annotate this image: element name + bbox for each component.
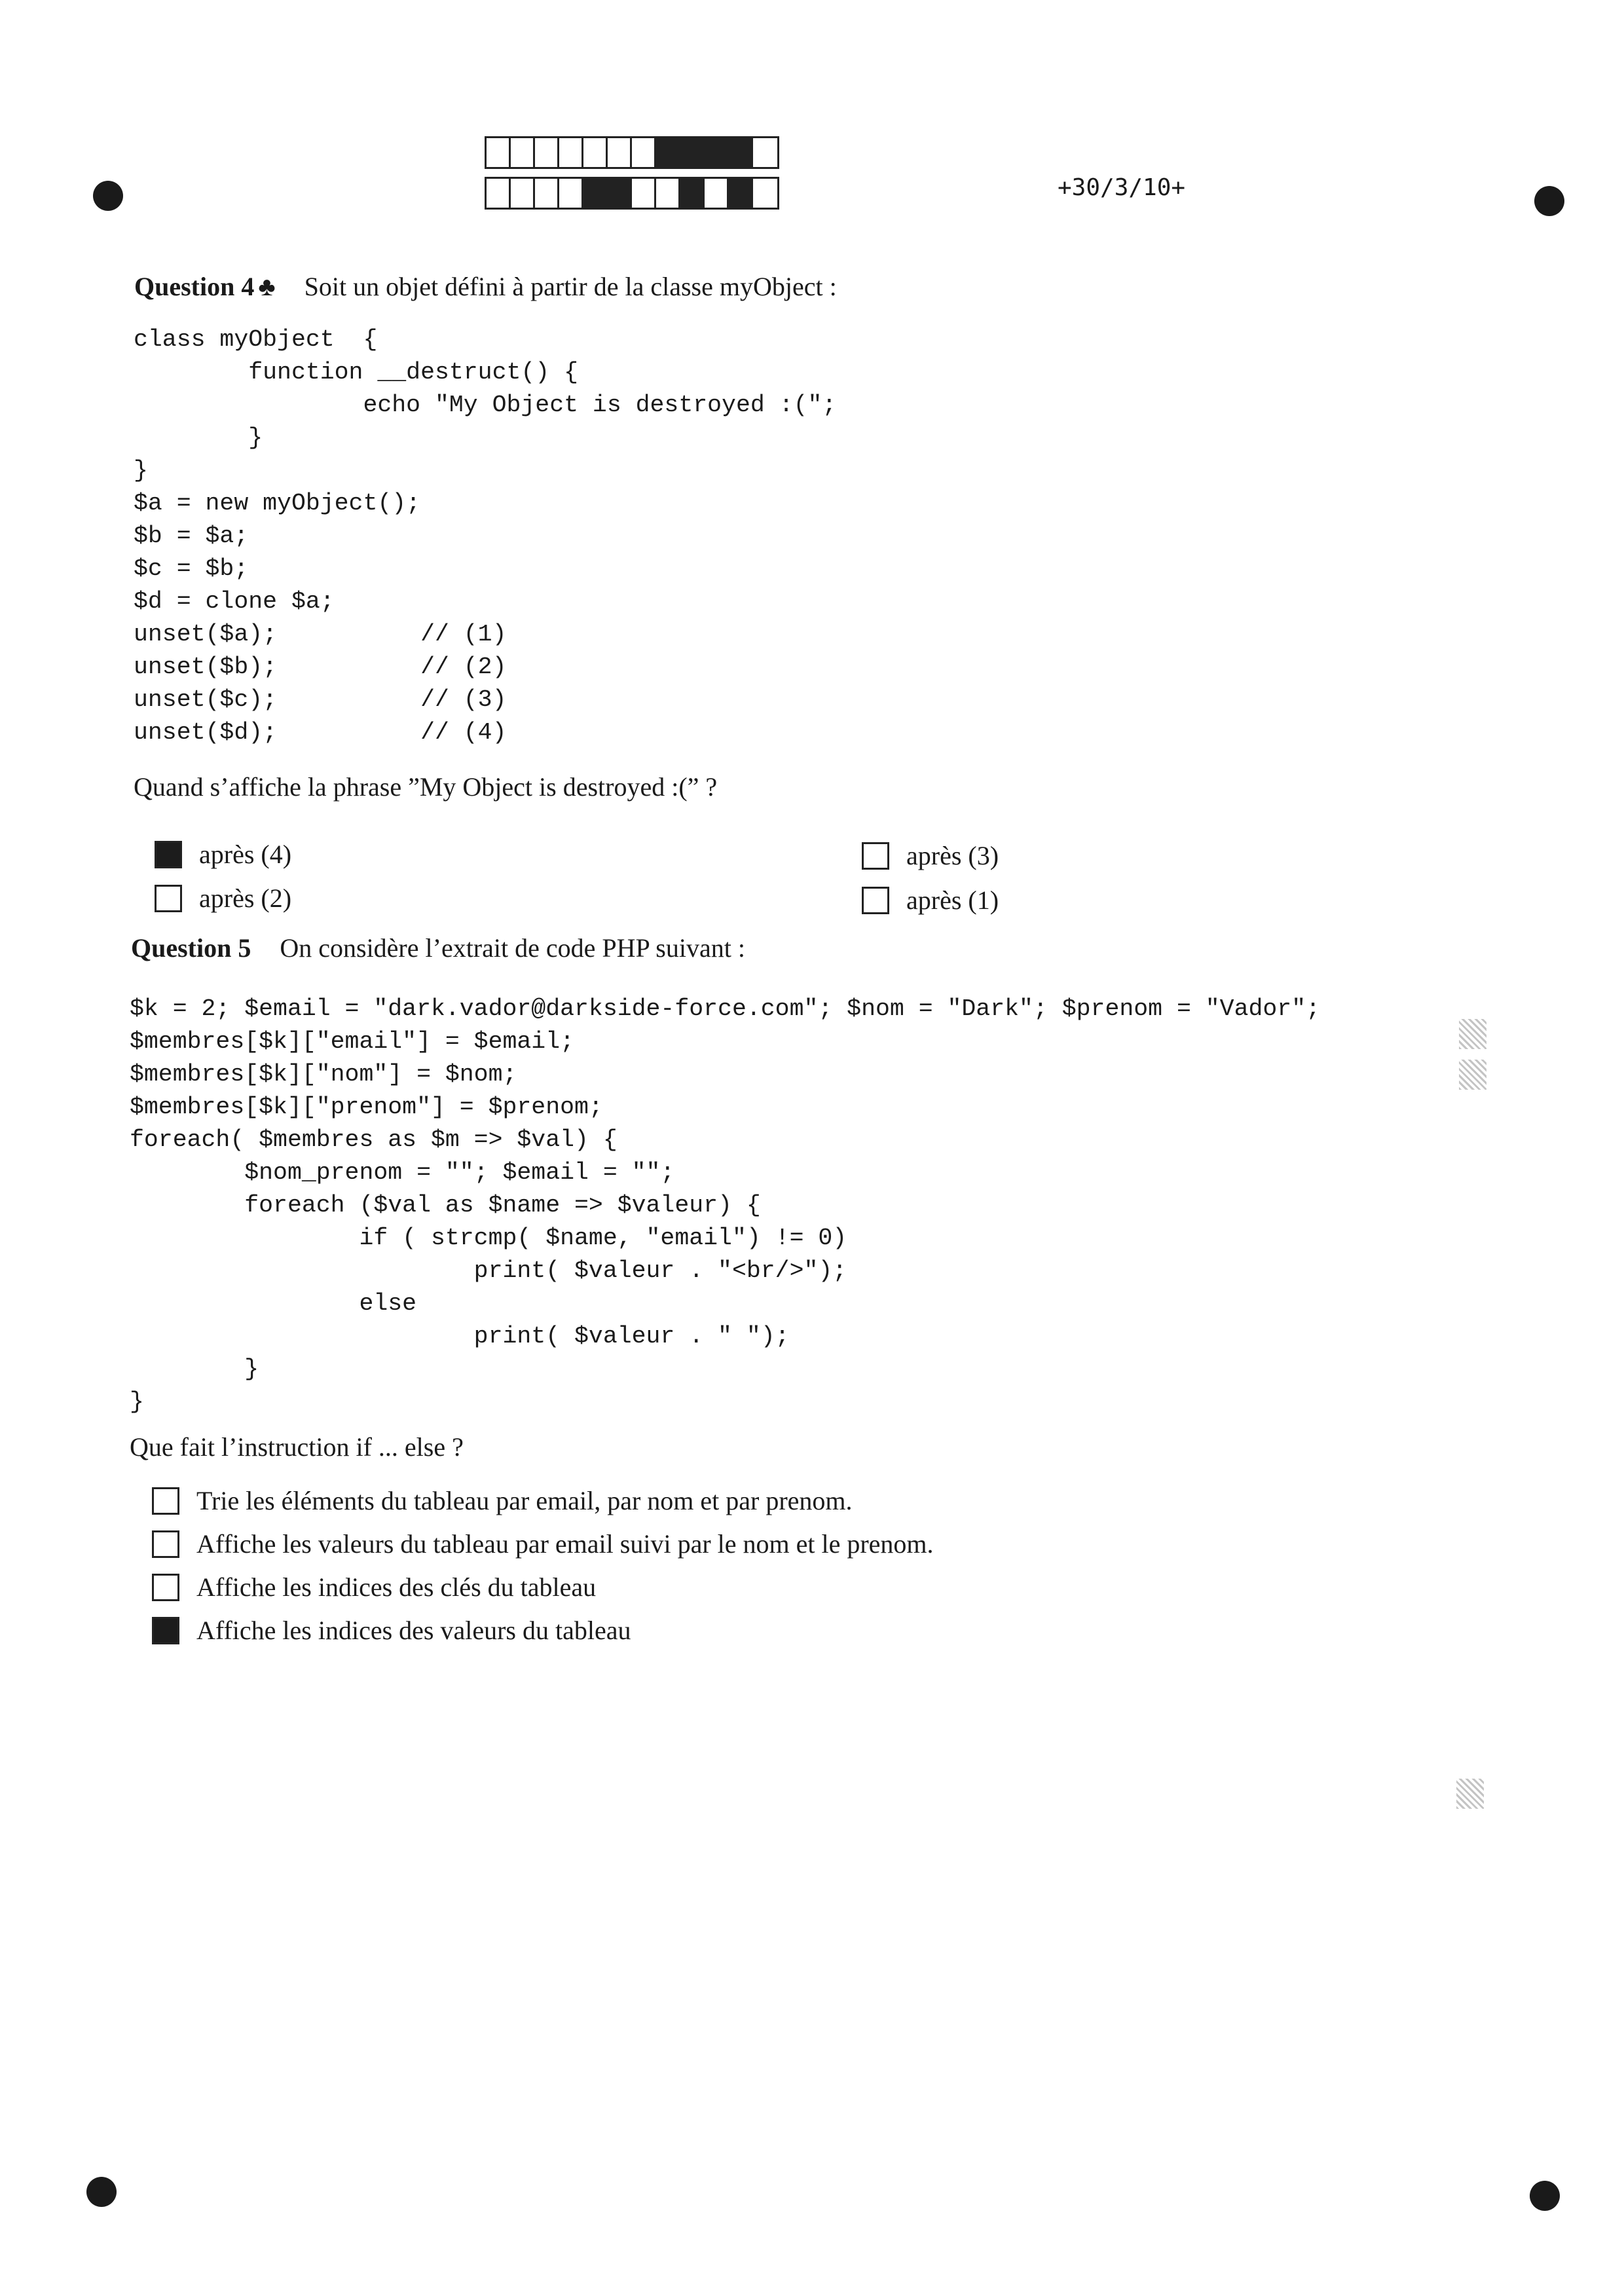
barcode-cell [535,179,559,208]
q4-option-1-checkbox[interactable] [155,841,182,868]
q4-option-3[interactable] [155,883,291,914]
q5-option-4-checkbox[interactable] [152,1617,179,1644]
question-5-code: $k = 2; $email = "dark.vador@darkside-force.com"; $nom = "Dark"; $prenom = "Vador"; $membres[$k]["email"] = $email; $membres[$k]["nom"] = $nom; $membres[$k]["prenom"] = $prenom; foreach( $membres as $m => $val) { $nom_prenom = ""; $email = ""; foreach ($val as $name => $valeur) { if ( strcmp( $name, "email") != 0) print( $valeur . "<br/>"); else print( $valeur . " "); } } [130,995,1320,1415]
q4-option-3-label: après (2) [199,883,292,913]
q5-option-2-label: Affiche les valeurs du tableau par email suivi par le nom et le prenom. [196,1529,934,1559]
barcode-cell [705,138,729,167]
barcode-cell [559,138,583,167]
q4-option-1[interactable] [155,839,291,870]
q4-option-4-checkbox[interactable] [862,887,889,914]
q4-option-4[interactable] [862,885,999,916]
barcode-cell [729,179,753,208]
question-4-code: class myObject { function __destruct() { echo "My Object is destroyed :("; } } $a = new myObject(); $b = $a; $c = $b; $d = clone $a; unset($a); // (1) unset($b); // (2) unset($c); // (3) unset($d); // (4) [134,326,837,746]
q5-option-4[interactable] [152,1615,631,1646]
question-4-question: Quand s’affiche la phrase ”My Object is destroyed :(” ? [134,772,718,802]
corner-mark-top-left [93,181,123,211]
barcode-cell [608,138,632,167]
barcode-cell [753,138,777,167]
barcode-cell [680,179,705,208]
question-4-header [134,271,837,302]
question-5-label: Question 5 [131,933,251,963]
q4-option-2-checkbox[interactable] [862,842,889,870]
corner-mark-bottom-left [86,2177,117,2207]
q5-option-2[interactable] [152,1528,934,1559]
corner-mark-top-right [1534,186,1564,216]
question-5-question: Que fait l’instruction if ... else ? [130,1432,464,1462]
barcode-cell [511,138,535,167]
q5-option-1[interactable] [152,1485,853,1516]
barcode-cell [559,179,583,208]
q5-option-1-checkbox[interactable] [152,1487,179,1515]
question-4-label: Question 4 [134,272,255,301]
q5-option-3-label: Affiche les indices des clés du tableau [196,1572,597,1602]
barcode-cell [487,138,511,167]
barcode-cell [632,138,656,167]
barcode-cell [705,179,729,208]
q4-option-1-label: après (4) [199,840,292,869]
page-barcode [485,136,779,217]
q5-option-2-checkbox[interactable] [152,1530,179,1558]
q4-option-2-label: après (3) [906,841,999,870]
page-id: +30/3/10+ [1058,174,1186,201]
q5-option-3[interactable] [152,1572,596,1602]
barcode-cell [535,138,559,167]
q4-option-4-label: après (1) [906,885,999,915]
barcode-row [485,136,779,169]
question-5-header [131,933,745,963]
barcode-cell [608,179,632,208]
barcode-cell [656,179,680,208]
q4-option-2[interactable] [862,840,999,871]
club-icon: ♣ [258,272,276,301]
barcode-cell [583,138,608,167]
scan-smudge [1456,1779,1484,1809]
barcode-cell [487,179,511,208]
barcode-cell [729,138,753,167]
barcode-cell [632,179,656,208]
barcode-cell [511,179,535,208]
corner-mark-bottom-right [1530,2181,1560,2211]
barcode-cell [656,138,680,167]
question-5-prompt: On considère l’extrait de code PHP suivant : [280,933,745,963]
scan-smudge [1459,1060,1486,1090]
scan-smudge [1459,1019,1486,1049]
barcode-cell [753,179,777,208]
barcode-cell [583,179,608,208]
barcode-cell [680,138,705,167]
q5-option-3-checkbox[interactable] [152,1574,179,1601]
barcode-row [485,177,779,210]
question-4-prompt: Soit un objet défini à partir de la classe myObject : [304,272,837,301]
q5-option-1-label: Trie les éléments du tableau par email, par nom et par prenom. [196,1486,853,1515]
q4-option-3-checkbox[interactable] [155,885,182,912]
q5-option-4-label: Affiche les indices des valeurs du tableau [196,1616,631,1645]
